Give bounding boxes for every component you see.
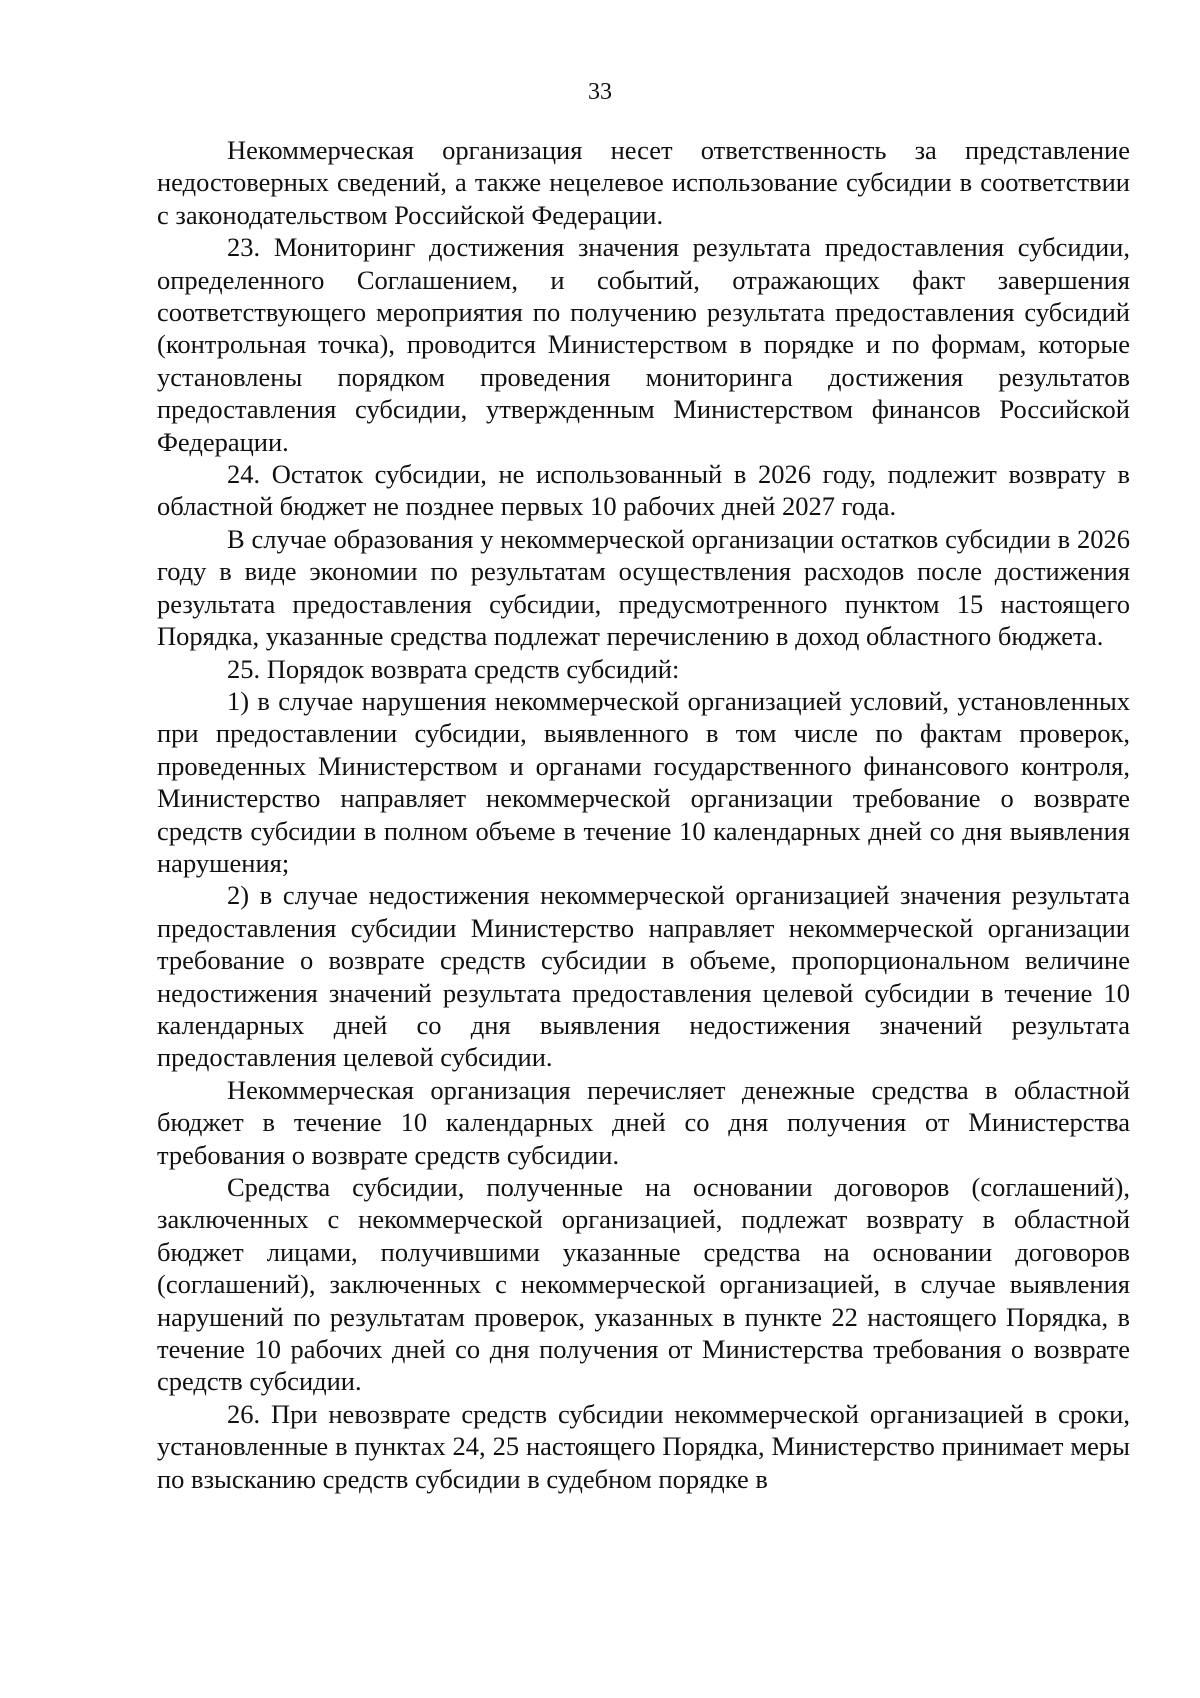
paragraph-savings: В случае образования у некоммерческой организации остатков субсидии в 2026 году в виде экономии по результатам осуществления расходов после достижения результата предоставления субсидии, предусмотренного пунктом 15 настоящего Порядка, указанные средства подлежат перечислению в доход областного бюджета. [157,523,1130,652]
paragraph-liability: Некоммерческая организация несет ответственность за представление недостоверных сведений, а также нецелевое использование субсидии в соответствии с законодательством Российской Федерации. [157,135,1130,230]
page-number: 33 [588,79,612,105]
paragraph-25-return-procedure: 25. Порядок возврата средств субсидий: [227,653,680,684]
paragraph-24-remainder: 24. Остаток субсидии, не использованный в 2026 году, подлежит возврату в областной бюджет не позднее первых 10 рабочих дней 2027 года. [157,459,1130,522]
paragraph-contract-funds: Средства субсидии, полученные на основании договоров (соглашений), заключенных с некоммерческой организацией, подлежат возврату в областной бюджет лицами, получившими указанные средства на основании договоров (соглашений), заключенных с некоммерческой организацией, в случае выявления нарушений по результатам проверок, указанных в пункте 22 настоящего Порядка, в течение 10 рабочих дней со дня получения от Министерства требования о возврате средств субсидии. [157,1172,1130,1397]
paragraph-transfer: Некоммерческая организация перечисляет денежные средства в областной бюджет в течение 10 календарных дней со дня получения от Министерства требования о возврате средств субсидии. [157,1074,1130,1170]
paragraph-23-monitoring: 23. Мониторинг достижения значения результата предоставления субсидии, определенного Соглашением, и событий, отражающих факт завершения соответствующего мероприятия по получению результата предоставления субсидий (контрольная точка), проводится Министерством в порядке и по формам, которые установлены порядком проведения мониторинга достижения результатов предоставления субсидии, утвержденным Министерством финансов Российской Федерации. [157,232,1130,457]
paragraph-26-non-return: 26. При невозврате средств субсидии некоммерческой организацией в сроки, установленные в пунктах 24, 25 настоящего Порядка, Министерство принимает меры по взысканию средств субсидии в судебном порядке в [157,1398,1130,1494]
paragraph-25-item-1: 1) в случае нарушения некоммерческой организацией условий, установленных при предоставлении субсидии, выявленного в том числе по фактам проверок, проведенных Министерством и органами государственного финансового контроля, Министерство направляет некоммерческой организации требование о возврате средств субсидии в полном объеме в течение 10 календарных дней со дня выявления нарушения; [157,685,1130,878]
paragraph-25-item-2: 2) в случае недостижения некоммерческой организацией значения результата предоставления субсидии Министерство направляет некоммерческой организации требование о возврате средств субсидии в объеме, пропорциональном величине недостижения значений результата предоставления целевой субсидии в течение 10 календарных дней со дня выявления недостижения значений результата предоставления целевой субсидии. [157,880,1130,1073]
document-body [157,134,1130,1495]
